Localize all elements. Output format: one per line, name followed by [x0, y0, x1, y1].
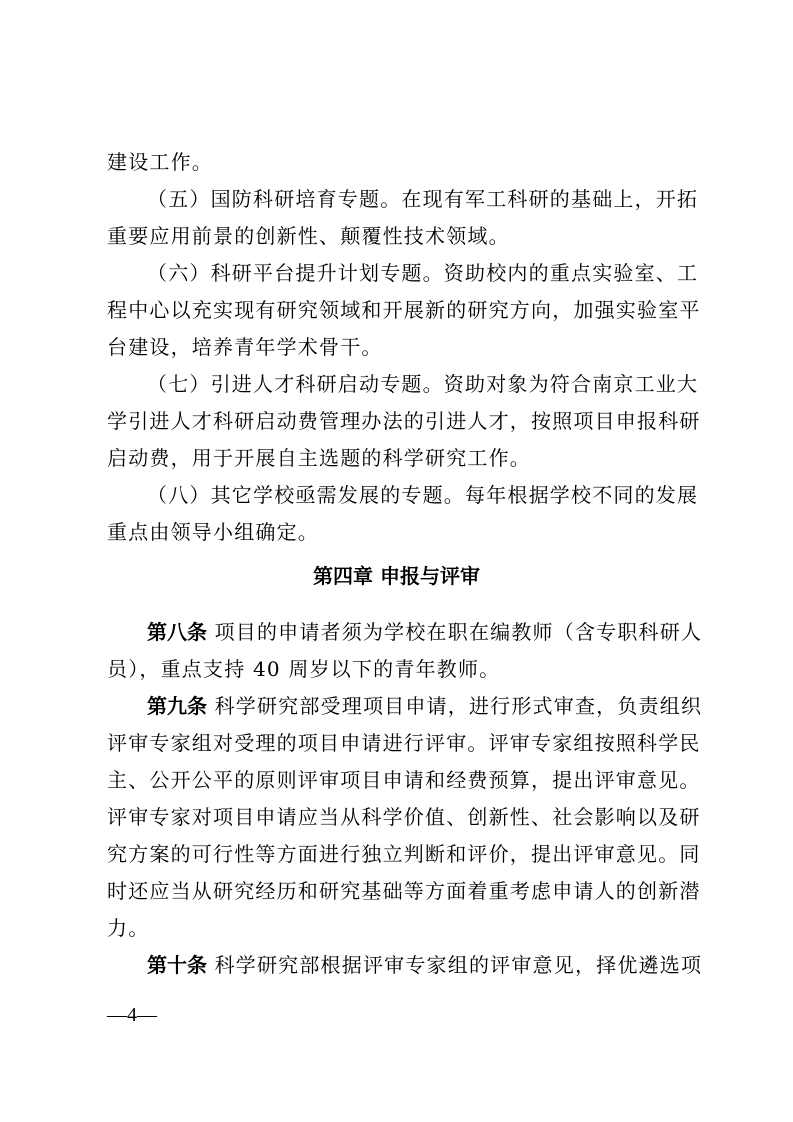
article-label: 第八条: [147, 620, 207, 644]
text-line: 主、公开公平的原则评审项目申请和经费预算，提出评审意见。: [107, 768, 701, 792]
text-line: 评审专家组对受理的项目申请进行评审。评审专家组按照科学民: [107, 731, 701, 755]
text-line: 台建设，培养青年学术骨干。: [107, 335, 383, 359]
text-line: 建设工作。: [107, 150, 213, 174]
article-text: 科学研究部根据评审专家组的评审意见，择优遴选项: [214, 953, 703, 977]
text-line: 力。: [107, 916, 150, 940]
article-line: [147, 618, 703, 646]
text-line: （五）国防科研培育专题。在现有军工科研的基础上，开拓: [147, 187, 699, 211]
text-line: 程中心以充实现有研究领域和开展新的研究方向，加强实验室平: [107, 298, 701, 322]
chapter-title: 第四章 申报与评审: [313, 564, 480, 588]
text-line: 启动费，用于开展自主选题的科学研究工作。: [107, 446, 531, 470]
page-number: —4—: [107, 1004, 157, 1026]
article-text: 科学研究部受理项目申请，进行形式审查，负责组织: [214, 694, 703, 718]
text-line: 究方案的可行性等方面进行独立判断和评价，提出评审意见。同: [107, 842, 701, 866]
text-line: 学引进人才科研启动费管理办法的引进人才，按照项目申报科研: [107, 409, 701, 433]
text-line: 时还应当从研究经历和研究基础等方面着重考虑申请人的创新潜: [107, 879, 701, 903]
text-line: 重要应用前景的创新性、颠覆性技术领域。: [107, 224, 510, 248]
article-line: [147, 951, 703, 979]
text-line: 评审专家对项目申请应当从科学价值、创新性、社会影响以及研: [107, 805, 701, 829]
article-label: 第九条: [147, 694, 207, 718]
article-label: 第十条: [147, 953, 207, 977]
text-line: 员），重点支持 40 周岁以下的青年教师。: [107, 657, 501, 681]
article-text: 项目的申请者须为学校在职在编教师（含专职科研人: [214, 620, 703, 644]
text-line: （七）引进人才科研启动专题。资助对象为符合南京工业大: [147, 372, 699, 396]
text-line: 重点由领导小组确定。: [107, 520, 319, 544]
article-line: [147, 692, 703, 720]
text-line: （六）科研平台提升计划专题。资助校内的重点实验室、工: [147, 261, 699, 285]
text-line: （八）其它学校亟需发展的专题。每年根据学校不同的发展: [147, 483, 699, 507]
